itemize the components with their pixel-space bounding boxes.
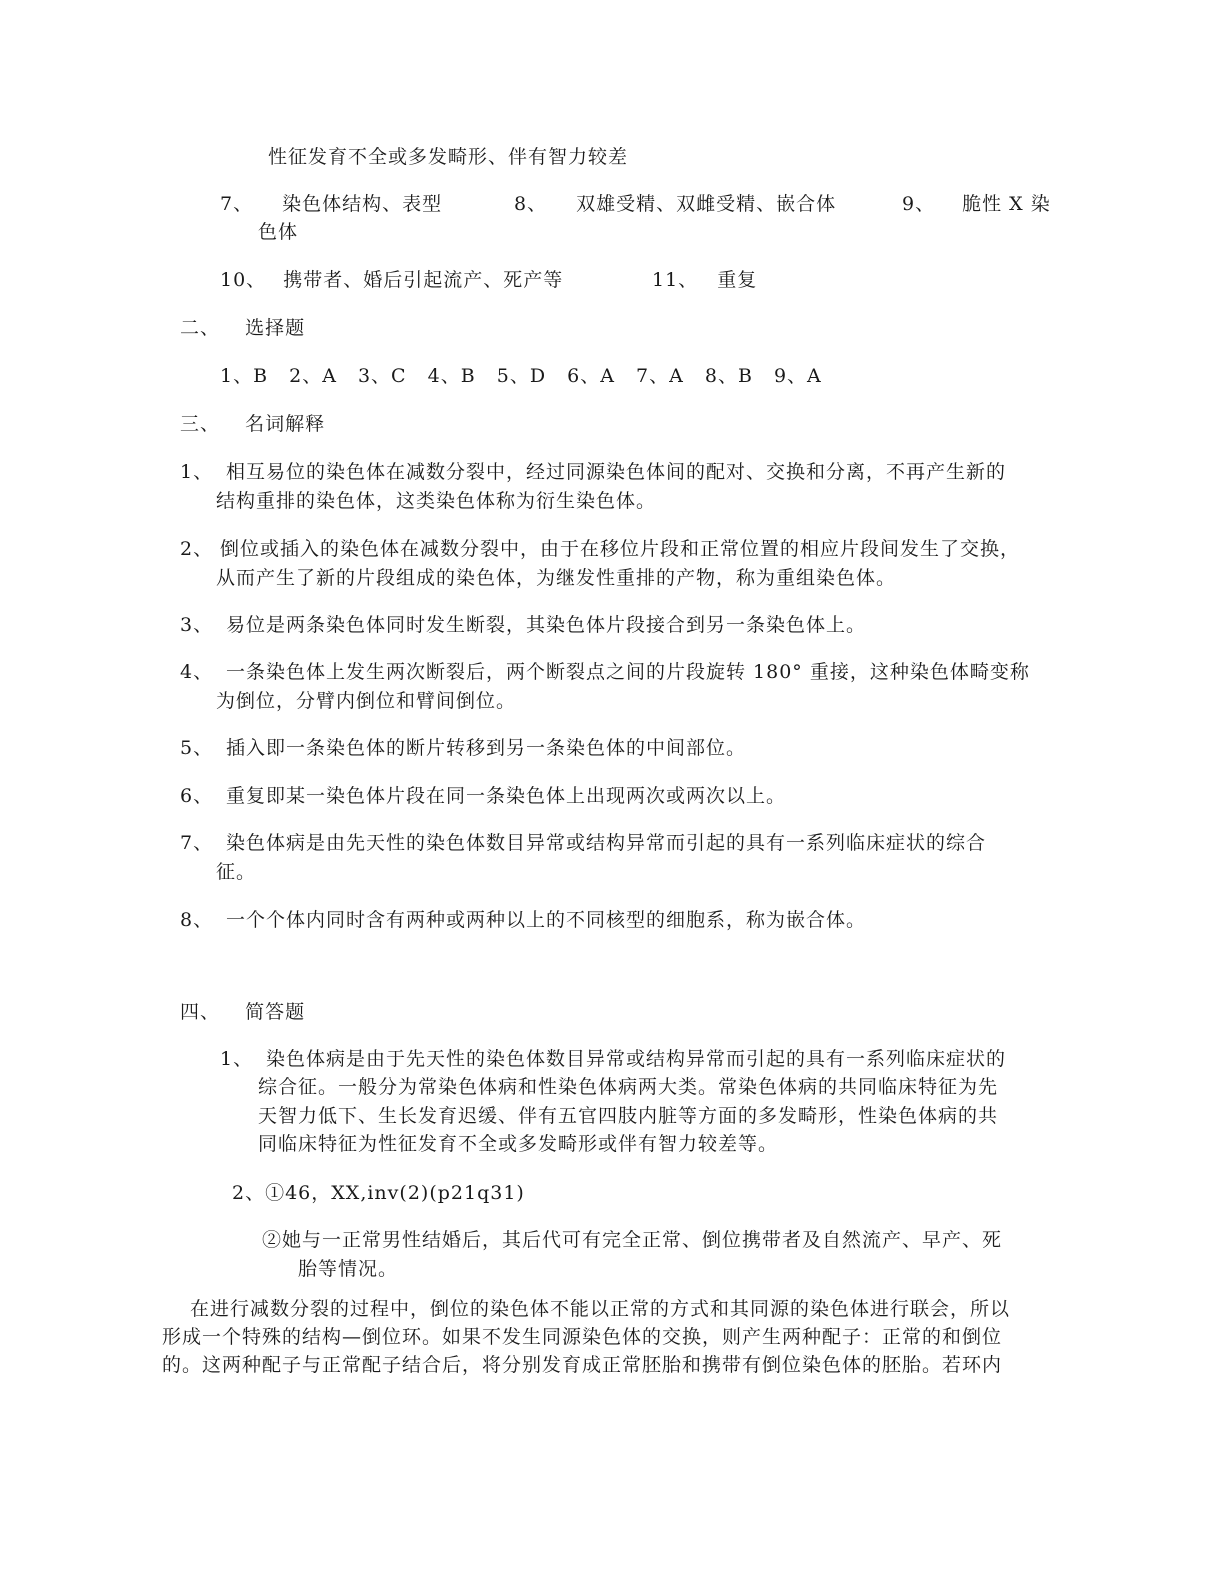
answer-number: 1、 <box>220 1048 254 1070</box>
section-heading-terms <box>180 409 325 439</box>
term-line: 一个个体内同时含有两种或两种以上的不同核型的细胞系，称为嵌合体。 <box>226 909 867 931</box>
choice-answer: 5、D <box>496 365 547 387</box>
choice-answer: 1、B <box>220 365 269 387</box>
section-number: 二、 <box>180 317 221 339</box>
term-number: 5、 <box>180 737 214 759</box>
section-title: 选择题 <box>245 317 306 339</box>
item-number: 7、 <box>220 193 254 215</box>
choice-answer: 4、B <box>427 365 476 387</box>
item-text: 重复 <box>717 269 758 291</box>
answer-line: 综合征。一般分为常染色体病和性染色体病两大类。常染色体病的共同临床特征为先 <box>258 1076 999 1098</box>
choice-answers-row <box>220 361 822 391</box>
item-number: 10、 <box>220 269 267 291</box>
answer-line: 同临床特征为性征发育不全或多发畸形或伴有智力较差等。 <box>258 1133 779 1155</box>
term-line: 为倒位，分臂内倒位和臂间倒位。 <box>216 690 517 712</box>
term-line: 倒位或插入的染色体在减数分裂中，由于在移位片段和正常位置的相应片段间发生了交换， <box>220 538 1021 560</box>
paragraph-line: 在进行减数分裂的过程中，倒位的染色体不能以正常的方式和其同源的染色体进行联会，所以 <box>190 1298 1011 1320</box>
choice-answer: 2、A <box>289 365 337 387</box>
term-line: 插入即一条染色体的断片转移到另一条染色体的中间部位。 <box>226 737 747 759</box>
answer-karyotype: 2、①46，XX,inv(2)(p21q31) <box>232 1182 525 1204</box>
term-number: 3、 <box>180 614 214 636</box>
term-number: 6、 <box>180 785 214 807</box>
section-heading-choice <box>180 313 305 343</box>
term-line: 相互易位的染色体在减数分裂中，经过同源染色体间的配对、交换和分离，不再产生新的 <box>226 461 1007 483</box>
answer-line: 染色体病是由于先天性的染色体数目异常或结构异常而引起的具有一系列临床症状的 <box>266 1048 1007 1070</box>
section-heading-short-answer <box>180 997 305 1027</box>
fill-item-9-continued: 色体 <box>258 221 299 243</box>
item-number: 9、 <box>902 193 936 215</box>
term-line: 重复即某一染色体片段在同一条染色体上出现两次或两次以上。 <box>226 785 787 807</box>
item-text: 双雄受精、双雌受精、嵌合体 <box>576 193 837 215</box>
term-number: 4、 <box>180 661 214 683</box>
term-number: 7、 <box>180 832 214 854</box>
item-text: 染色体结构、表型 <box>282 193 443 215</box>
choice-answer: 9、A <box>773 365 822 387</box>
choice-answer: 7、A <box>636 365 684 387</box>
term-line: 征。 <box>216 861 257 883</box>
term-line: 从而产生了新的片段组成的染色体，为继发性重排的产物，称为重组染色体。 <box>216 567 897 589</box>
term-line: 一条染色体上发生两次断裂后，两个断裂点之间的片段旋转 180° 重接，这种染色体畸变称 <box>226 661 1030 683</box>
item-text: 携带者、婚后引起流产、死产等 <box>283 269 564 291</box>
item-number: 8、 <box>514 193 548 215</box>
fill-continued-line: 性征发育不全或多发畸形、伴有智力较差 <box>268 146 629 168</box>
section-number: 三、 <box>180 413 221 435</box>
term-number: 8、 <box>180 909 214 931</box>
choice-answer: 3、C <box>357 365 407 387</box>
paragraph-line: 的。这两种配子与正常配子结合后，将分别发育成正常胚胎和携带有倒位染色体的胚胎。若环内 <box>162 1354 1003 1376</box>
item-text: 脆性 X 染 <box>962 193 1051 215</box>
section-title: 名词解释 <box>245 413 326 435</box>
fill-item-7 <box>220 189 442 219</box>
section-title: 简答题 <box>245 1001 306 1023</box>
answer-line: ②她与一正常男性结婚后，其后代可有完全正常、倒位携带者及自然流产、早产、死 <box>262 1229 1003 1251</box>
fill-item-10 <box>220 265 563 295</box>
choice-answer: 6、A <box>567 365 615 387</box>
fill-item-9 <box>902 189 1051 219</box>
fill-item-11 <box>652 265 757 295</box>
term-number: 1、 <box>180 461 214 483</box>
term-line: 染色体病是由先天性的染色体数目异常或结构异常而引起的具有一系列临床症状的综合 <box>226 832 987 854</box>
term-number: 2、 <box>180 538 214 560</box>
fill-item-8 <box>514 189 836 219</box>
section-number: 四、 <box>180 1001 221 1023</box>
choice-answer: 8、B <box>704 365 753 387</box>
term-line: 易位是两条染色体同时发生断裂，其染色体片段接合到另一条染色体上。 <box>226 614 867 636</box>
answer-line: 胎等情况。 <box>298 1258 399 1280</box>
answer-line: 天智力低下、生长发育迟缓、伴有五官四肢内脏等方面的多发畸形，性染色体病的共 <box>258 1105 999 1127</box>
term-line: 结构重排的染色体，这类染色体称为衍生染色体。 <box>216 490 657 512</box>
paragraph-line: 形成一个特殊的结构—倒位环。如果不发生同源染色体的交换，则产生两种配子：正常的和倒位 <box>162 1326 1003 1348</box>
item-number: 11、 <box>652 269 699 291</box>
